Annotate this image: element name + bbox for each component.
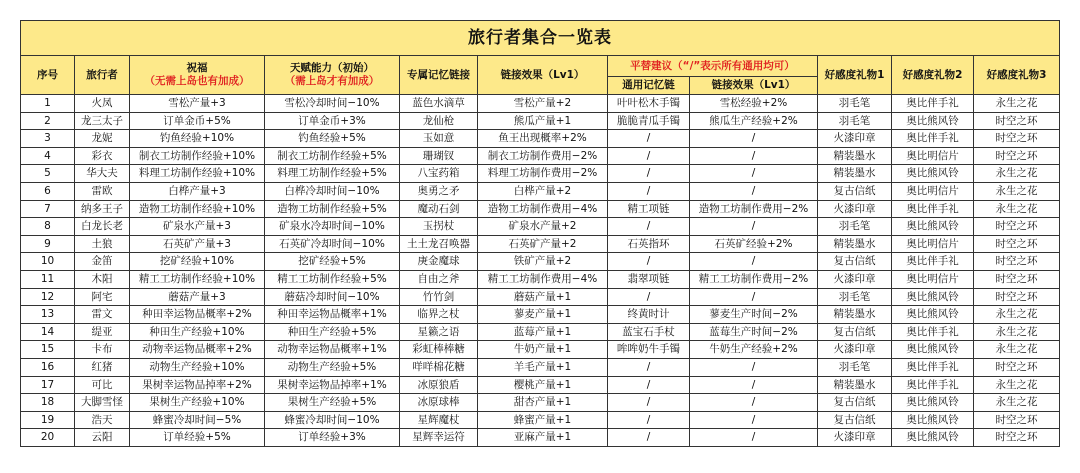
cell-no: 13 (21, 306, 75, 324)
cell-no: 7 (21, 200, 75, 218)
cell-gift2: 奥比明信片 (892, 235, 974, 253)
table-body (21, 95, 1060, 447)
cell-generic-chain: 终黄时计 (608, 306, 690, 324)
cell-traveler: 木阳 (75, 270, 130, 288)
cell-generic-effect: / (690, 218, 818, 236)
cell-no: 4 (21, 147, 75, 165)
cell-chain-effect: 制衣工坊制作费用−2% (478, 147, 608, 165)
cell-memory-chain: 冰原狼盾 (400, 376, 478, 394)
cell-chain-effect: 亚麻产量+1 (478, 429, 608, 447)
cell-generic-chain: 叶叶松木手镯 (608, 95, 690, 113)
cell-talent: 种田生产经验+5% (265, 323, 400, 341)
cell-gift1: 复古信纸 (818, 323, 892, 341)
cell-blessing: 动物幸运物品概率+2% (130, 341, 265, 359)
cell-memory-chain: 魔动石剑 (400, 200, 478, 218)
cell-gift2: 奥比熊风铃 (892, 306, 974, 324)
cell-gift3: 永生之花 (974, 306, 1060, 324)
cell-generic-effect: / (690, 130, 818, 148)
cell-memory-chain: 八宝药箱 (400, 165, 478, 183)
cell-no: 2 (21, 112, 75, 130)
cell-generic-effect: / (690, 358, 818, 376)
cell-generic-effect: 石英矿经验+2% (690, 235, 818, 253)
cell-gift3: 时空之环 (974, 411, 1060, 429)
cell-blessing: 蘑菇产量+3 (130, 288, 265, 306)
cell-generic-effect: / (690, 182, 818, 200)
cell-gift1: 羽毛笔 (818, 358, 892, 376)
cell-blessing: 订单金币+5% (130, 112, 265, 130)
cell-no: 11 (21, 270, 75, 288)
cell-gift2: 奥比明信片 (892, 147, 974, 165)
header-gift1: 好感度礼物1 (818, 56, 892, 95)
cell-generic-chain: 哞哞奶牛手镯 (608, 341, 690, 359)
cell-memory-chain: 冰原球棒 (400, 394, 478, 412)
cell-memory-chain: 龙仙枪 (400, 112, 478, 130)
cell-talent: 动物幸运物品概率+1% (265, 341, 400, 359)
cell-chain-effect: 铁矿产量+2 (478, 253, 608, 271)
cell-talent: 造物工坊制作经验+5% (265, 200, 400, 218)
table-row (21, 429, 1060, 447)
cell-blessing: 种田幸运物品概率+2% (130, 306, 265, 324)
cell-blessing: 种田生产经验+10% (130, 323, 265, 341)
cell-talent: 石英矿冷却时间−10% (265, 235, 400, 253)
cell-gift2: 奥比熊风铃 (892, 394, 974, 412)
cell-chain-effect: 蓝莓产量+1 (478, 323, 608, 341)
cell-blessing: 矿泉水产量+3 (130, 218, 265, 236)
cell-gift1: 精装墨水 (818, 376, 892, 394)
cell-memory-chain: 蓝色水滴草 (400, 95, 478, 113)
cell-generic-chain: / (608, 130, 690, 148)
cell-blessing: 石英矿产量+3 (130, 235, 265, 253)
cell-no: 6 (21, 182, 75, 200)
cell-blessing: 制衣工坊制作经验+10% (130, 147, 265, 165)
cell-talent: 果树幸运物品掉率+1% (265, 376, 400, 394)
cell-traveler: 龙妮 (75, 130, 130, 148)
cell-generic-chain: 脆脆青瓜手镯 (608, 112, 690, 130)
cell-memory-chain: 自由之斧 (400, 270, 478, 288)
cell-blessing: 挖矿经验+10% (130, 253, 265, 271)
cell-gift2: 奥比伴手礼 (892, 95, 974, 113)
cell-talent: 订单金币+3% (265, 112, 400, 130)
cell-no: 3 (21, 130, 75, 148)
table-row (21, 376, 1060, 394)
cell-generic-chain: 石英指环 (608, 235, 690, 253)
cell-traveler: 彩衣 (75, 147, 130, 165)
cell-gift2: 奥比伴手礼 (892, 358, 974, 376)
cell-generic-effect: / (690, 429, 818, 447)
cell-generic-chain: / (608, 411, 690, 429)
header-talent-note: （需上岛才有加成） (284, 75, 380, 87)
cell-gift1: 复古信纸 (818, 182, 892, 200)
cell-traveler: 缇亚 (75, 323, 130, 341)
cell-generic-effect: 熊瓜生产经验+2% (690, 112, 818, 130)
cell-gift1: 精装墨水 (818, 306, 892, 324)
cell-memory-chain: 星辉魔杖 (400, 411, 478, 429)
cell-talent: 蜂蜜冷却时间−10% (265, 411, 400, 429)
cell-traveler: 云阳 (75, 429, 130, 447)
cell-generic-effect: 精工工坊制作费用−2% (690, 270, 818, 288)
cell-gift2: 奥比熊风铃 (892, 429, 974, 447)
cell-chain-effect: 羊毛产量+1 (478, 358, 608, 376)
cell-memory-chain: 竹竹剑 (400, 288, 478, 306)
cell-generic-chain: 翡翠项链 (608, 270, 690, 288)
table-row (21, 341, 1060, 359)
cell-gift3: 永生之花 (974, 341, 1060, 359)
header-gift2: 好感度礼物2 (892, 56, 974, 95)
cell-generic-effect: / (690, 165, 818, 183)
traveler-table (20, 20, 1060, 447)
cell-no: 9 (21, 235, 75, 253)
table-row (21, 165, 1060, 183)
cell-gift1: 复古信纸 (818, 394, 892, 412)
cell-chain-effect: 白桦产量+2 (478, 182, 608, 200)
cell-gift3: 时空之环 (974, 429, 1060, 447)
cell-talent: 雪松冷却时间−10% (265, 95, 400, 113)
cell-gift3: 时空之环 (974, 270, 1060, 288)
cell-gift1: 羽毛笔 (818, 288, 892, 306)
cell-blessing: 精工工坊制作经验+10% (130, 270, 265, 288)
cell-no: 16 (21, 358, 75, 376)
header-blessing (130, 56, 265, 95)
header-blessing-note: （无需上岛也有加成） (144, 75, 250, 87)
cell-blessing: 白桦产量+3 (130, 182, 265, 200)
cell-traveler: 火凤 (75, 95, 130, 113)
table-row (21, 112, 1060, 130)
cell-traveler: 浩天 (75, 411, 130, 429)
cell-gift1: 复古信纸 (818, 411, 892, 429)
cell-gift2: 奥比明信片 (892, 270, 974, 288)
cell-gift1: 羽毛笔 (818, 95, 892, 113)
cell-gift2: 奥比熊风铃 (892, 165, 974, 183)
header-generic-chain: 通用记忆链 (608, 77, 690, 95)
cell-gift2: 奥比熊风铃 (892, 218, 974, 236)
cell-traveler: 龙三太子 (75, 112, 130, 130)
cell-blessing: 果树生产经验+10% (130, 394, 265, 412)
table-row (21, 182, 1060, 200)
cell-no: 15 (21, 341, 75, 359)
cell-chain-effect: 造物工坊制作费用−4% (478, 200, 608, 218)
cell-blessing: 蜂蜜冷却时间−5% (130, 411, 265, 429)
cell-generic-chain: / (608, 376, 690, 394)
cell-talent: 制衣工坊制作经验+5% (265, 147, 400, 165)
table-row (21, 288, 1060, 306)
cell-generic-effect: / (690, 411, 818, 429)
cell-traveler: 红猪 (75, 358, 130, 376)
cell-chain-effect: 牛奶产量+1 (478, 341, 608, 359)
table-row (21, 270, 1060, 288)
cell-traveler: 雷文 (75, 306, 130, 324)
cell-gift2: 奥比伴手礼 (892, 376, 974, 394)
cell-memory-chain: 奥勇之矛 (400, 182, 478, 200)
cell-gift3: 永生之花 (974, 95, 1060, 113)
cell-gift3: 永生之花 (974, 394, 1060, 412)
header-memory-chain: 专属记忆链接 (400, 56, 478, 95)
cell-no: 17 (21, 376, 75, 394)
header-alt-suggestion (608, 56, 818, 77)
cell-talent: 钓鱼经验+5% (265, 130, 400, 148)
cell-generic-chain: / (608, 358, 690, 376)
cell-generic-chain: / (608, 288, 690, 306)
cell-blessing: 料理工坊制作经验+10% (130, 165, 265, 183)
cell-chain-effect: 蜂蜜产量+1 (478, 411, 608, 429)
cell-gift3: 时空之环 (974, 218, 1060, 236)
table-row (21, 130, 1060, 148)
cell-chain-effect: 樱桃产量+1 (478, 376, 608, 394)
cell-chain-effect: 矿泉水产量+2 (478, 218, 608, 236)
header-talent-label: 天赋能力（初始） (290, 62, 374, 74)
cell-no: 1 (21, 95, 75, 113)
cell-traveler: 卡布 (75, 341, 130, 359)
cell-gift3: 时空之环 (974, 288, 1060, 306)
cell-generic-chain: / (608, 429, 690, 447)
cell-traveler: 可比 (75, 376, 130, 394)
cell-chain-effect: 石英矿产量+2 (478, 235, 608, 253)
header-generic-effect: 链接效果（Lv1） (690, 77, 818, 95)
cell-memory-chain: 土土龙召唤器 (400, 235, 478, 253)
cell-generic-chain: / (608, 218, 690, 236)
cell-gift1: 火漆印章 (818, 341, 892, 359)
cell-gift1: 复古信纸 (818, 253, 892, 271)
cell-no: 19 (21, 411, 75, 429)
cell-gift1: 火漆印章 (818, 429, 892, 447)
cell-blessing: 雪松产量+3 (130, 95, 265, 113)
cell-chain-effect: 蘑菇产量+1 (478, 288, 608, 306)
cell-generic-effect: 蓝莓生产时间−2% (690, 323, 818, 341)
table-row (21, 394, 1060, 412)
cell-generic-chain: 蓝宝石手杖 (608, 323, 690, 341)
cell-traveler: 土狼 (75, 235, 130, 253)
cell-generic-effect: / (690, 394, 818, 412)
cell-gift1: 羽毛笔 (818, 112, 892, 130)
cell-memory-chain: 星辉幸运符 (400, 429, 478, 447)
cell-traveler: 纳多王子 (75, 200, 130, 218)
cell-no: 8 (21, 218, 75, 236)
cell-traveler: 阿宅 (75, 288, 130, 306)
table-row (21, 235, 1060, 253)
cell-gift1: 火漆印章 (818, 130, 892, 148)
cell-memory-chain: 珊瑚钗 (400, 147, 478, 165)
cell-gift2: 奥比伴手礼 (892, 130, 974, 148)
cell-traveler: 大脚雪怪 (75, 394, 130, 412)
cell-gift1: 精装墨水 (818, 147, 892, 165)
cell-gift2: 奥比熊风铃 (892, 341, 974, 359)
table-row (21, 95, 1060, 113)
cell-gift1: 火漆印章 (818, 200, 892, 218)
cell-chain-effect: 鱼王出现概率+2% (478, 130, 608, 148)
cell-gift2: 奥比明信片 (892, 182, 974, 200)
cell-talent: 种田幸运物品概率+1% (265, 306, 400, 324)
cell-no: 10 (21, 253, 75, 271)
cell-gift3: 时空之环 (974, 235, 1060, 253)
cell-gift3: 永生之花 (974, 376, 1060, 394)
cell-memory-chain: 临界之杖 (400, 306, 478, 324)
table-row (21, 306, 1060, 324)
cell-no: 12 (21, 288, 75, 306)
cell-blessing: 动物生产经验+10% (130, 358, 265, 376)
cell-gift3: 时空之环 (974, 130, 1060, 148)
header-no: 序号 (21, 56, 75, 95)
cell-blessing: 造物工坊制作经验+10% (130, 200, 265, 218)
cell-talent: 矿泉水冷却时间−10% (265, 218, 400, 236)
cell-generic-effect: 蓼麦生产时间−2% (690, 306, 818, 324)
cell-gift3: 永生之花 (974, 165, 1060, 183)
cell-traveler: 雷欧 (75, 182, 130, 200)
cell-no: 18 (21, 394, 75, 412)
cell-gift2: 奥比伴手礼 (892, 323, 974, 341)
cell-memory-chain: 咩咩棉花糖 (400, 358, 478, 376)
cell-chain-effect: 蓼麦产量+1 (478, 306, 608, 324)
cell-generic-chain: / (608, 182, 690, 200)
cell-gift3: 时空之环 (974, 147, 1060, 165)
cell-memory-chain: 彩虹棒棒糖 (400, 341, 478, 359)
table-row (21, 200, 1060, 218)
cell-traveler: 金笛 (75, 253, 130, 271)
table-title: 旅行者集合一览表 (21, 21, 1060, 56)
cell-memory-chain: 星籁之语 (400, 323, 478, 341)
header-blessing-label: 祝福 (186, 62, 208, 74)
cell-chain-effect: 雪松产量+2 (478, 95, 608, 113)
header-alt-suggestion-label: 平替建议（“/”表示所有通用均可） (630, 59, 795, 72)
cell-generic-effect: / (690, 253, 818, 271)
cell-gift2: 奥比伴手礼 (892, 253, 974, 271)
cell-talent: 订单经验+3% (265, 429, 400, 447)
cell-no: 20 (21, 429, 75, 447)
cell-gift1: 火漆印章 (818, 270, 892, 288)
cell-talent: 白桦冷却时间−10% (265, 182, 400, 200)
cell-generic-effect: / (690, 147, 818, 165)
cell-generic-chain: / (608, 165, 690, 183)
cell-generic-chain: / (608, 147, 690, 165)
table-row (21, 253, 1060, 271)
cell-traveler: 白龙长老 (75, 218, 130, 236)
cell-no: 5 (21, 165, 75, 183)
cell-gift2: 奥比熊风铃 (892, 112, 974, 130)
cell-memory-chain: 庚金魔球 (400, 253, 478, 271)
cell-blessing: 订单经验+5% (130, 429, 265, 447)
cell-gift3: 永生之花 (974, 200, 1060, 218)
cell-gift3: 时空之环 (974, 112, 1060, 130)
table-row (21, 147, 1060, 165)
cell-talent: 精工工坊制作经验+5% (265, 270, 400, 288)
cell-blessing: 钓鱼经验+10% (130, 130, 265, 148)
cell-talent: 蘑菇冷却时间−10% (265, 288, 400, 306)
cell-gift1: 羽毛笔 (818, 218, 892, 236)
cell-gift1: 精装墨水 (818, 235, 892, 253)
cell-chain-effect: 精工工坊制作费用−4% (478, 270, 608, 288)
cell-generic-effect: / (690, 376, 818, 394)
cell-generic-chain: / (608, 253, 690, 271)
cell-gift3: 永生之花 (974, 323, 1060, 341)
cell-talent: 果树生产经验+5% (265, 394, 400, 412)
cell-generic-effect: 雪松经验+2% (690, 95, 818, 113)
cell-memory-chain: 玉拐杖 (400, 218, 478, 236)
cell-blessing: 果树幸运物品掉率+2% (130, 376, 265, 394)
cell-generic-chain: / (608, 394, 690, 412)
cell-gift2: 奥比伴手礼 (892, 200, 974, 218)
header-chain-effect: 链接效果（Lv1） (478, 56, 608, 95)
header-traveler: 旅行者 (75, 56, 130, 95)
table-row (21, 358, 1060, 376)
cell-generic-effect: / (690, 288, 818, 306)
cell-generic-chain: 精工项链 (608, 200, 690, 218)
cell-gift3: 时空之环 (974, 358, 1060, 376)
cell-memory-chain: 玉如意 (400, 130, 478, 148)
table-row (21, 411, 1060, 429)
traveler-summary-sheet (20, 20, 1059, 447)
cell-traveler: 华大夫 (75, 165, 130, 183)
cell-chain-effect: 熊瓜产量+1 (478, 112, 608, 130)
cell-no: 14 (21, 323, 75, 341)
table-row (21, 323, 1060, 341)
header-talent (265, 56, 400, 95)
cell-talent: 动物生产经验+5% (265, 358, 400, 376)
cell-gift3: 永生之花 (974, 182, 1060, 200)
cell-chain-effect: 甜杏产量+1 (478, 394, 608, 412)
header-gift3: 好感度礼物3 (974, 56, 1060, 95)
cell-talent: 料理工坊制作经验+5% (265, 165, 400, 183)
cell-chain-effect: 料理工坊制作费用−2% (478, 165, 608, 183)
cell-generic-effect: 牛奶生产经验+2% (690, 341, 818, 359)
table-row (21, 218, 1060, 236)
cell-gift1: 精装墨水 (818, 165, 892, 183)
cell-gift3: 时空之环 (974, 253, 1060, 271)
cell-gift2: 奥比熊风铃 (892, 411, 974, 429)
cell-talent: 挖矿经验+5% (265, 253, 400, 271)
cell-generic-effect: 造物工坊制作费用−2% (690, 200, 818, 218)
cell-gift2: 奥比熊风铃 (892, 288, 974, 306)
